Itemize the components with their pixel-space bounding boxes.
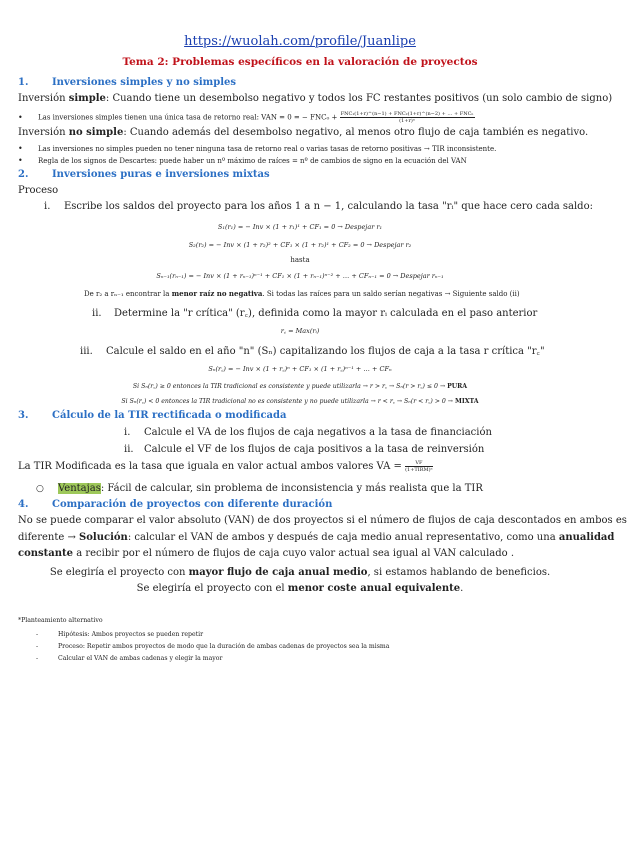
footnote-title: *Planteamiento alternativo bbox=[18, 617, 103, 624]
tirm-step-i-number: i. bbox=[124, 427, 131, 438]
tirm-definition-text: La TIR Modificada es la tasa que iguala en valor actual ambos valores VA = bbox=[18, 461, 402, 472]
benefits-rule bbox=[0, 567, 600, 578]
tirm-step-ii bbox=[124, 444, 484, 455]
hollow-bullet-icon: ○ bbox=[36, 484, 44, 494]
equation-sn: Sₙ(r꜀) = − Inv × (1 + r꜀)ⁿ + CF₁ × (1 + r꜀)ⁿ⁻¹ + … + CFₙ bbox=[208, 365, 392, 373]
step-iii-text: Calcule el saldo en el año "n" (Sₙ) capitalizando los flujos de caja a la tasa r crítica "r꜀" bbox=[106, 346, 545, 357]
proceso-label: Proceso bbox=[18, 185, 59, 196]
dash-bullet-icon: - bbox=[36, 655, 39, 662]
solucion-bold: Solución bbox=[79, 532, 128, 543]
nosimple-bold: no simple bbox=[68, 127, 124, 138]
mixta-pre: Si Sₙ(r꜀) < 0 entonces la TIR tradicional no es consistente y no puede utilizarla → r < r꜀ → Sₙ(r < r꜀) > 0 → bbox=[121, 398, 455, 405]
lowest-root-bold: menor raíz no negativa bbox=[171, 289, 263, 298]
bullet-descartes-text: Regla de los signos de Descartes: puede haber un nº máximo de raíces = nº de cambios de signo en la ecuación del VAN bbox=[38, 157, 467, 165]
simple-post: : Cuando tiene un desembolso negativo y todos los FC restantes positivos (un solo cambio de signo) bbox=[105, 93, 613, 104]
nosimple-post: : Cuando además del desembolso negativo, al menos otro flujo de caja también es negativo. bbox=[123, 127, 589, 138]
step-iii-number: iii. bbox=[80, 346, 93, 357]
anualidad-bold: anualidad bbox=[558, 532, 615, 543]
tirm-step-i bbox=[124, 427, 492, 438]
ventajas-line bbox=[36, 483, 483, 494]
step-iii bbox=[80, 343, 545, 357]
section-3-title: Cálculo de la TIR rectificada o modificada bbox=[52, 410, 287, 421]
page-title: Tema 2: Problemas específicos en la valoración de proyectos bbox=[122, 56, 478, 68]
section-4-title: Comparación de proyectos con diferente duración bbox=[52, 499, 333, 510]
step-i-number: i. bbox=[44, 201, 51, 212]
lowest-root-note bbox=[84, 289, 520, 298]
mixta-condition bbox=[0, 396, 600, 405]
ventajas-label: Ventajas bbox=[58, 483, 101, 494]
section-2-heading bbox=[18, 169, 270, 180]
bullet-nosimple bbox=[18, 144, 496, 153]
bullet-descartes bbox=[18, 156, 467, 165]
equation-rc: r꜀ = Max(rᵢ) bbox=[280, 327, 320, 335]
pura-condition bbox=[0, 381, 600, 390]
cost-post: . bbox=[460, 583, 464, 594]
hasta-label: hasta bbox=[290, 256, 310, 264]
cost-rule bbox=[0, 583, 600, 594]
tirm-step-ii-text: Calcule el VF de los flujos de caja positivos a la tasa de reinversión bbox=[144, 444, 485, 455]
lowest-root-pre: De r₂ a rₙ₋₁ encontrar la bbox=[84, 290, 172, 298]
van-fraction bbox=[340, 111, 475, 124]
section-1-title: Inversiones simples y no simples bbox=[52, 77, 237, 88]
dash-bullet-icon: - bbox=[36, 643, 39, 650]
footnote-item-text: Hipótesis: Ambos proyectos se pueden repetir bbox=[58, 631, 204, 638]
benefits-post: , si estamos hablando de beneficios. bbox=[367, 567, 551, 578]
bullet-nosimple-text: Las inversiones no simples pueden no tener ninguna tasa de retorno real o varias tasas de retorno positivas → TIR inconsistente. bbox=[38, 145, 497, 153]
step-ii-text: Determine la "r crítica" (r꜀), definida como la mayor rᵢ calculada en el paso anterior bbox=[114, 308, 538, 319]
mixta-bold: MIXTA bbox=[454, 398, 479, 405]
section-1-heading bbox=[18, 77, 236, 88]
bullet-dot-icon: • bbox=[18, 144, 23, 153]
equation-s1: S₁(r₁) = − Inv × (1 + r₁)¹ + CF₁ = 0 → Despejar r₁ bbox=[217, 223, 383, 231]
cost-bold: menor coste anual equivalente bbox=[287, 583, 461, 594]
dash-bullet-icon: - bbox=[36, 631, 39, 638]
footnote-item bbox=[36, 643, 389, 650]
bullet-dot-icon: • bbox=[18, 156, 23, 165]
lowest-root-post: . Si todas las raíces para un saldo serían negativas → Siguiente saldo (ii) bbox=[262, 290, 520, 298]
section-3-heading bbox=[18, 410, 287, 421]
step-ii bbox=[92, 305, 537, 319]
footnote-item bbox=[36, 631, 203, 638]
van-fraction-numerator: FNC₁(1+r)^(n−1) + FNC₂(1+r)^(n−2) + … + FNCₙ bbox=[340, 111, 474, 117]
constante-bold: constante bbox=[18, 548, 74, 559]
bullet-dot-icon: • bbox=[18, 112, 23, 122]
footnote-item-text: Proceso: Repetir ambos proyectos de modo que la duración de ambas cadenas de proyectos sea la misma bbox=[58, 643, 390, 650]
step-ii-number: ii. bbox=[92, 308, 102, 319]
duration-para-line1: No se puede comparar el valor absoluto (VAN) de dos proyectos si el número de flujos de caja descontados en ambos es bbox=[18, 515, 627, 526]
benefits-bold: mayor flujo de caja anual medio bbox=[188, 567, 368, 578]
van-fraction-denominator: (1+r)ⁿ bbox=[399, 118, 415, 124]
tirm-step-i-text: Calcule el VA de los flujos de caja negativos a la tasa de financiación bbox=[144, 427, 492, 438]
equation-s2: S₂(r₂) = − Inv × (1 + r₂)² + CF₁ × (1 + r₂)¹ + CF₂ = 0 → Despejar r₂ bbox=[188, 241, 412, 249]
simple-bold: simple bbox=[68, 93, 106, 104]
section-4-number: 4. bbox=[18, 499, 29, 510]
bullet-simple-text: Las inversiones simples tienen una única tasa de retorno real: VAN = 0 = − FNC₀ + bbox=[38, 113, 338, 122]
simple-definition bbox=[18, 93, 612, 104]
profile-link[interactable]: https://wuolah.com/profile/Juanlipe bbox=[184, 34, 416, 49]
footnote-item bbox=[36, 655, 222, 662]
duration-para-line3-post: a recibir por el número de flujos de caja cuyo valor actual sea igual al VAN calculado . bbox=[73, 548, 515, 559]
bullet-simple-rate bbox=[18, 111, 475, 124]
nosimple-definition bbox=[18, 127, 588, 138]
section-4-heading bbox=[18, 499, 332, 510]
section-2-number: 2. bbox=[18, 169, 29, 180]
duration-para-line2-post: : calcular el VAN de ambos y después de caja medio anual representativo, como una bbox=[127, 532, 559, 543]
pura-bold: PURA bbox=[447, 383, 468, 390]
simple-pre: Inversión bbox=[18, 93, 69, 104]
equation-sn1: Sₙ₋₁(rₙ₋₁) = − Inv × (1 + rₙ₋₁)ⁿ⁻¹ + CF₁ × (1 + rₙ₋₁)ⁿ⁻² + … + CFₙ₋₁ = 0 → Despejar rₙ₋₁ bbox=[156, 272, 444, 280]
duration-para-line2-pre: diferente → bbox=[18, 532, 80, 543]
cost-pre: Se elegiría el proyecto con el bbox=[136, 583, 288, 594]
duration-para-line2 bbox=[18, 532, 614, 543]
tirm-definition bbox=[18, 460, 433, 473]
step-i bbox=[44, 201, 593, 212]
nosimple-pre: Inversión bbox=[18, 127, 69, 138]
pura-pre: Si Sₙ(r꜀) ≥ 0 entonces la TIR tradicional es consistente y puede utilizarla → r > r꜀ → Sₙ(r > r꜀) ≤ 0 → bbox=[132, 383, 448, 390]
section-1-number: 1. bbox=[18, 77, 29, 88]
section-3-number: 3. bbox=[18, 410, 29, 421]
footnote-item-text: Calcular el VAN de ambas cadenas y elegir la mayor bbox=[58, 655, 223, 662]
tirm-fraction-denominator: (1+TIRM)ⁿ bbox=[405, 467, 433, 473]
benefits-pre: Se elegiría el proyecto con bbox=[49, 567, 189, 578]
tirm-fraction-numerator: VF bbox=[405, 460, 433, 467]
step-i-text: Escribe los saldos del proyecto para los años 1 a n − 1, calculando la tasa "rᵢ" que hace cero cada saldo: bbox=[64, 201, 593, 212]
tirm-fraction bbox=[405, 460, 433, 473]
section-2-title: Inversiones puras e inversiones mixtas bbox=[52, 169, 270, 180]
duration-para-line3 bbox=[18, 548, 514, 559]
tirm-step-ii-number: ii. bbox=[124, 444, 134, 455]
ventajas-text: : Fácil de calcular, sin problema de inconsistencia y más realista que la TIR bbox=[100, 483, 483, 494]
